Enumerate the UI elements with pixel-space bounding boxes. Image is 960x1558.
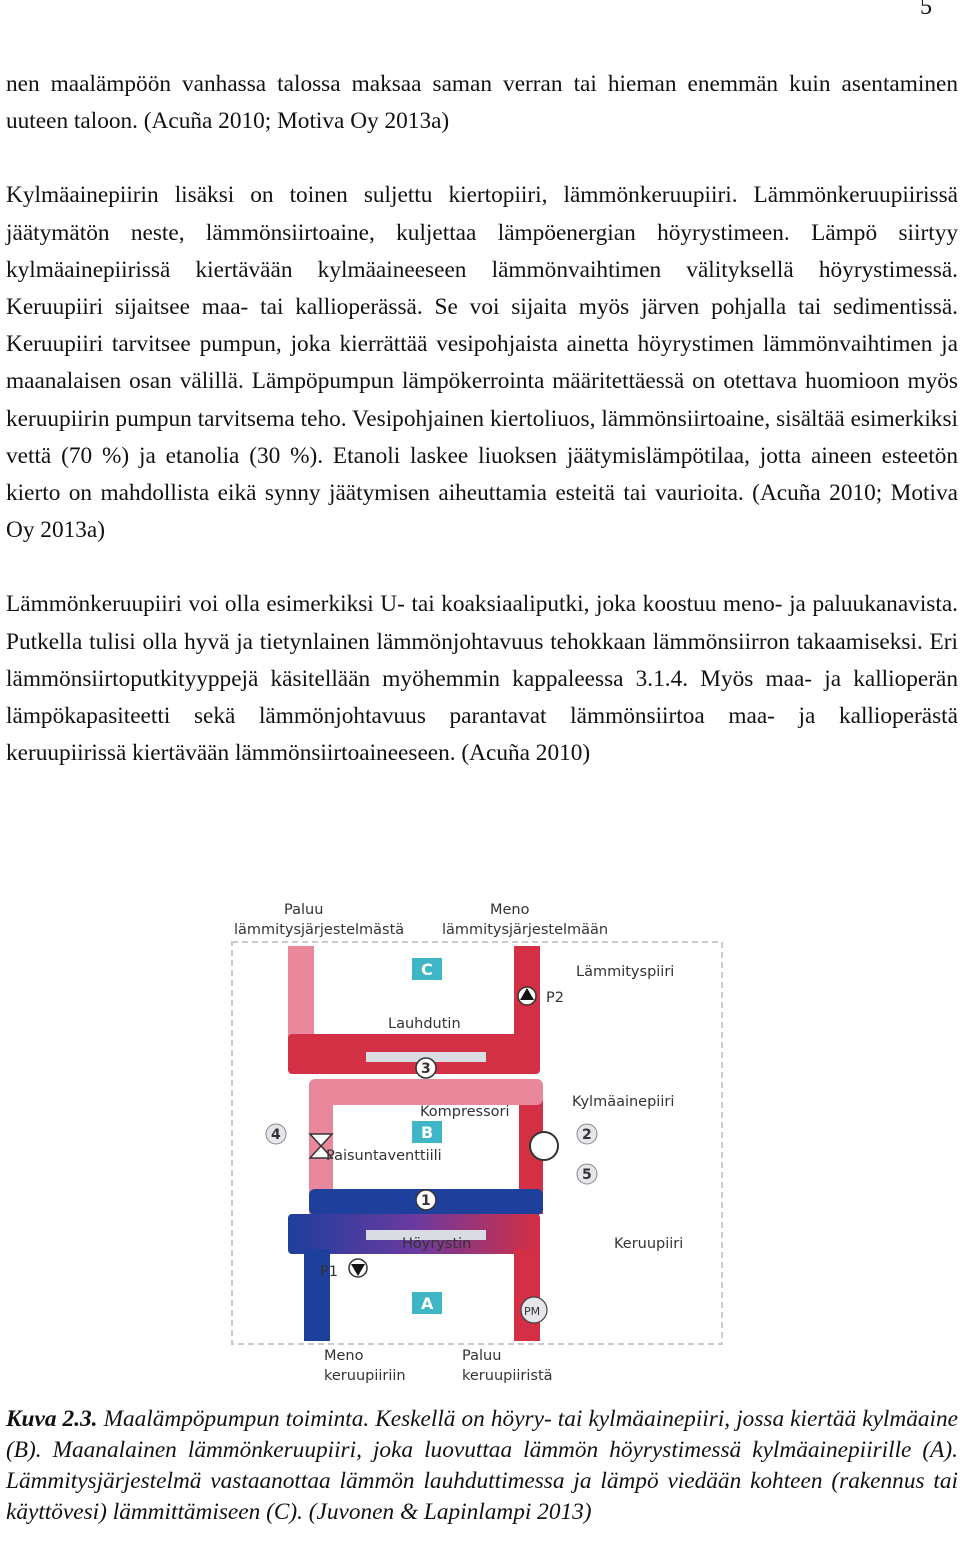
- heating-return-label-2: lämmitysjärjestelmästä: [234, 922, 405, 938]
- pump-p1-label: P1: [320, 1264, 338, 1280]
- ground-circuit-label: Keruupiiri: [614, 1236, 684, 1252]
- caption-text: Maalämpöpumpun toiminta. Keskellä on höyry- tai kylmäainepiiri, jossa kiertää kylmäaine (B). Maanalainen lämmönkeruupiiri, joka luovuttaa lämmön höyrystimessä kylmäainepiirille (A). Lämmitysjärjestelmä vastaanottaa lämmön lauhduttimessa ja lämpö viedään kohteen (rakennus tai käyttövesi) lämmittämiseen (C). (Juvonen & Lapinlampi 2013): [6, 1406, 958, 1525]
- box-a-label: A: [421, 1294, 434, 1313]
- box-b-label: B: [421, 1123, 434, 1142]
- evaporator-label: Höyrystin: [402, 1236, 472, 1252]
- marker-1-label: 1: [421, 1193, 431, 1209]
- refrigerant-circuit-label: Kylmäainepiiri: [572, 1094, 675, 1110]
- pump-pm-label: PM: [524, 1305, 541, 1318]
- caption-label: Kuva 2.3.: [6, 1406, 98, 1432]
- heating-supply-label-2: lämmitysjärjestelmään: [442, 922, 609, 938]
- heating-supply-label-1: Meno: [490, 902, 530, 918]
- expansion-valve-label: Paisuntaventtiili: [326, 1148, 442, 1164]
- box-c-label: C: [421, 960, 433, 979]
- figure-caption: [6, 1404, 958, 1528]
- heating-return-pipe: [288, 946, 314, 1041]
- marker-5-label: 5: [582, 1167, 592, 1183]
- marker-2-label: 2: [582, 1127, 592, 1143]
- compressor-icon: [530, 1132, 558, 1160]
- ground-return-label-2: keruupiiristä: [462, 1368, 553, 1384]
- paragraph: Lämmönkeruupiiri voi olla esimerkiksi U- tai koaksiaaliputki, joka koostuu meno- ja paluukanavista. Putkella tulisi olla hyvä ja tietynlainen lämmönjohtavuus tehokkaan lämmönsiirron takaamiseksi. Eri lämmönsiirtoputkityyppejä käsitellään myöhemmin kappaleessa 3.1.4. Myös maa- ja kallioperän lämpökapasiteetti sekä lämmönjohtavuus parantavat lämmönsiirtoa maa- ja kallioperästä keruupiirissä kiertävään lämmönsiirtoaineeseen. (Acuña 2010): [6, 591, 958, 767]
- pump-p2-label: P2: [546, 990, 564, 1006]
- paragraph: nen maalämpöön vanhassa talossa maksaa saman verran tai hieman enemmän kuin asentaminen uuteen taloon. (Acuña 2010; Motiva Oy 2013a): [6, 71, 958, 135]
- heat-pump-diagram: [226, 884, 734, 1394]
- ground-return-label-1: Paluu: [462, 1348, 502, 1364]
- heating-return-label-1: Paluu: [284, 902, 324, 918]
- ground-supply-label-2: keruupiiriin: [324, 1368, 406, 1384]
- ground-supply-label-1: Meno: [324, 1348, 364, 1364]
- condenser-label: Lauhdutin: [388, 1016, 461, 1032]
- refrigerant-loop-top: [309, 1079, 543, 1105]
- paragraph: Kylmäainepiirin lisäksi on toinen suljettu kiertopiiri, lämmönkeruupiiri. Lämmönkeruupiirissä jäätymätön neste, lämmönsiirtoaine, kuljettaa lämpöenergian höyrystimeen. Lämpö siirtyy kylmäainepiirissä kiertävään kylmäaineeseen lämmönvaihtimen välityksellä höyrystimessä. Keruupiiri sijaitsee maa- tai kallioperässä. Se voi sijaita myös järven pohjalla tai sedimentissä. Keruupiiri tarvitsee pumpun, joka kierrättää vesipohjaista ainetta höyrystimen lämmönvaihtimen ja maanalaisen osan välillä. Lämpöpumpun lämpökerrointa määritettäessä on otettava huomioon myös keruupiirin pumpun tarvitsema teho. Vesipohjainen kiertoliuos, lämmönsiirtoaine, sisältää esimerkiksi vettä (70 %) ja etanolia (30 %). Etanoli laskee liuoksen jäätymislämpötilaa, jotta aineen esteetön kierto on mahdollista eikä synny jäätymisen aiheuttamia esteitä tai vaurioita. (Acuña 2010; Motiva Oy 2013a): [6, 182, 958, 544]
- marker-3-label: 3: [421, 1061, 431, 1077]
- page-number: 5: [920, 0, 932, 20]
- marker-4-label: 4: [271, 1127, 281, 1143]
- ground-return-pipe: [514, 1249, 540, 1341]
- body-text: [6, 66, 958, 772]
- ground-supply-pipe: [304, 1249, 330, 1341]
- heating-circuit-label: Lämmityspiiri: [576, 964, 675, 980]
- compressor-label: Kompressori: [420, 1104, 510, 1120]
